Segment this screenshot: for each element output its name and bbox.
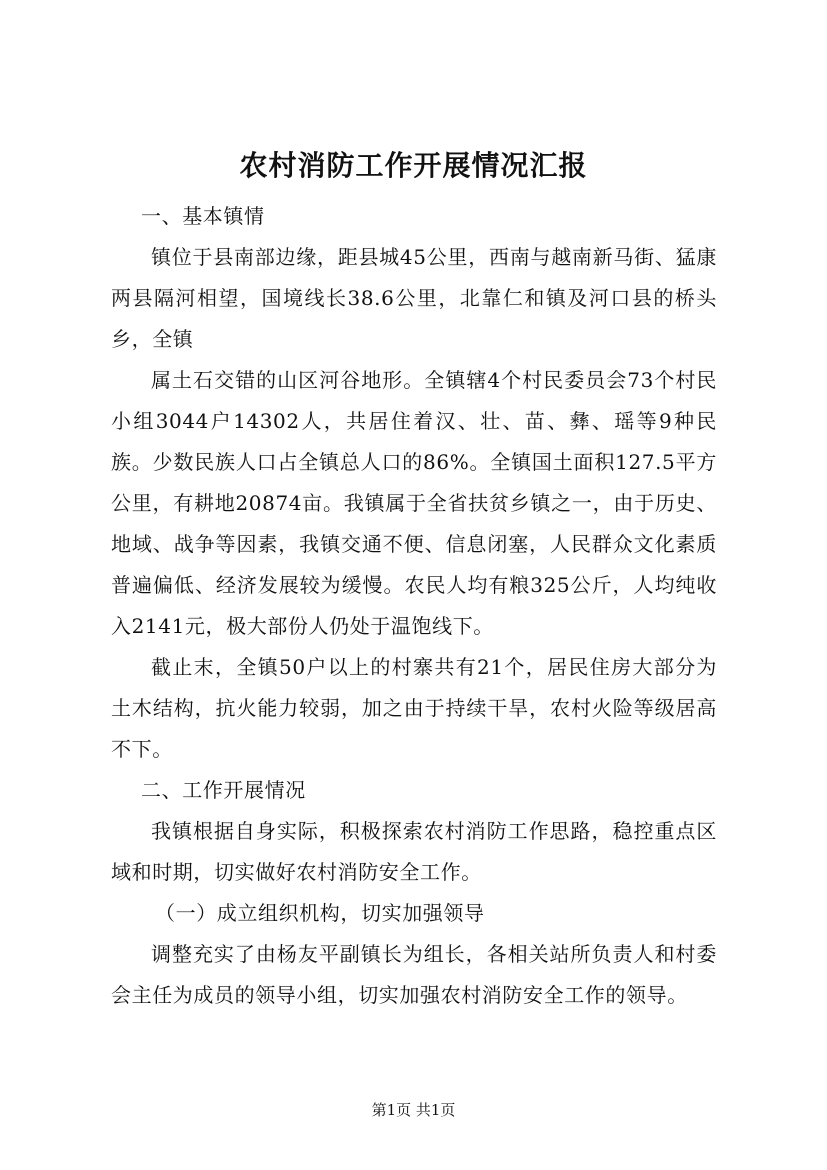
paragraph-village-housing: 截止末，全镇50户以上的村寨共有21个，居民住房大部分为土木结构，抗火能力较弱，加之由于持续干旱，农村火险等级居高不下。	[111, 655, 717, 761]
paragraph-location: 镇位于县南部边缘，距县城45公里，西南与越南新马街、猛康两县隔河相望，国境线长38.6公里，北靠仁和镇及河口县的桥头乡，全镇	[111, 245, 717, 351]
section-heading-work-progress: 二、工作开展情况	[141, 778, 306, 802]
section-heading-basic-info: 一、基本镇情	[141, 204, 265, 228]
document-title: 农村消防工作开展情况汇报	[239, 149, 588, 182]
paragraph-leadership-group: 调整充实了由杨友平副镇长为组长，各相关站所负责人和村委会主任为成员的领导小组，切实加强农村消防安全工作的领导。	[111, 942, 717, 1007]
subsection-heading-organization: （一）成立组织机构，切实加强领导	[155, 901, 485, 925]
paragraph-demographics: 属土石交错的山区河谷地形。全镇辖4个村民委员会73个村民小组3044户14302人，共居住着汉、壮、苗、彝、瑶等9种民族。少数民族人口占全镇总人口的86%。全镇国土面积127.5平方公里，有耕地20874亩。我镇属于全省扶贫乡镇之一，由于历史、地域、战争等因素，我镇交通不便、信息闭塞，人民群众文化素质普遍偏低、经济发展较为缓慢。农民人均有粮325公斤，人均纯收入2141元，极大部份人仍处于温饱线下。	[111, 368, 717, 638]
paragraph-work-overview: 我镇根据自身实际，积极探索农村消防工作思路，稳控重点区域和时期，切实做好农村消防安全工作。	[111, 819, 717, 884]
page-number-footer: 第1页 共1页	[371, 1101, 456, 1119]
document-body	[111, 196, 717, 1016]
